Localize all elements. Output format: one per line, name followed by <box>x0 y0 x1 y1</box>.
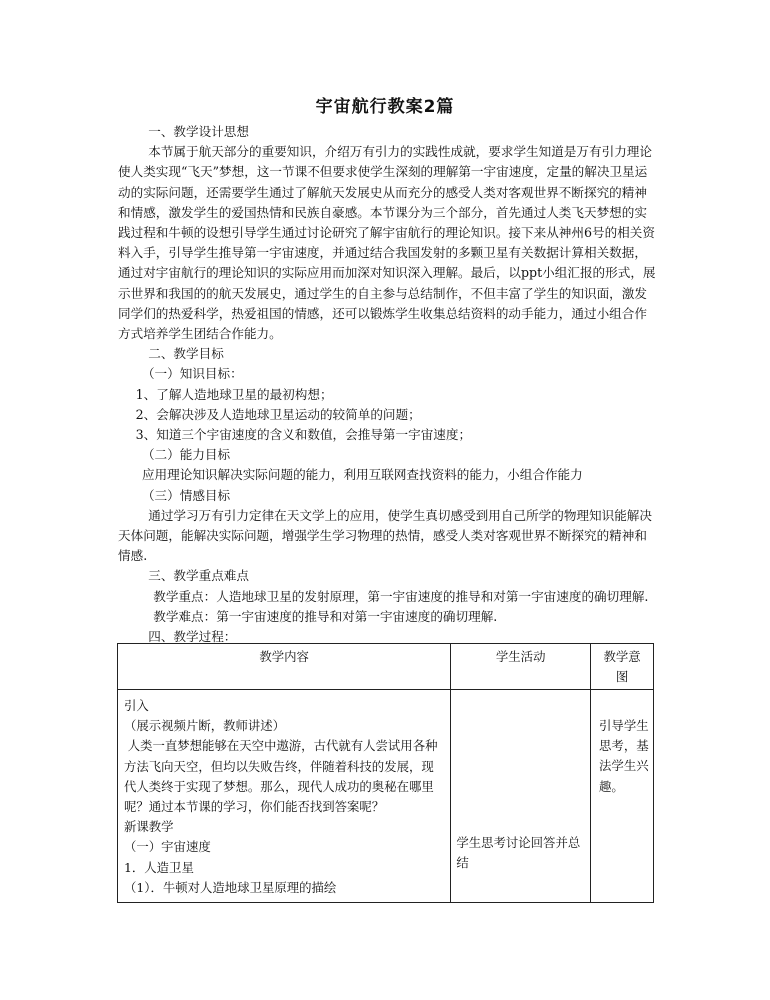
section-heading-4: 四、教学过程： <box>148 629 237 645</box>
section-heading-1: 一、教学设计思想 <box>148 124 249 139</box>
knowledge-goal-2: 2、会解决涉及人造地球卫星运动的较简单的问题； <box>135 406 421 422</box>
activity-cell <box>451 690 591 903</box>
content-line: （一）宇宙速度 <box>124 839 211 855</box>
ability-goal-heading: （二）能力目标 <box>141 447 231 463</box>
header-purpose: 教学意图 <box>591 644 654 690</box>
header-activity: 学生活动 <box>451 644 591 690</box>
knowledge-goal-3: 3、知道三个宇宙速度的含义和数值，会推导第一宇宙速度； <box>135 427 472 443</box>
knowledge-goal-heading: （一）知识目标： <box>141 366 243 382</box>
ability-goal-text: 应用理论知识解决实际问题的能力，利用互联网查找资料的能力，小组合作能力 <box>141 467 583 483</box>
content-cell <box>118 690 451 903</box>
table-header-row <box>118 644 654 690</box>
teaching-process-table <box>117 643 654 903</box>
section-heading-2: 二、教学目标 <box>148 346 224 362</box>
purpose-text: 引导学生思考，基法学生兴趣。 <box>599 718 649 794</box>
content-line: 1．人造卫星 <box>124 859 194 875</box>
document-body <box>118 122 658 647</box>
emotion-goal-text: 通过学习万有引力定律在天文学上的应用，使学生真切感受到用自己所学的物理知识能解决天体问题，能解决实际问题，增强学生学习物理的热情，感受人类对客观世界不断探究的精神和情感. <box>118 507 652 564</box>
content-line: 新课教学 <box>124 819 174 835</box>
content-line: 引入 <box>124 698 149 713</box>
content-line: （1）．牛顿对人造地球卫星原理的描绘 <box>124 879 337 895</box>
emotion-goal-heading: （三）情感目标 <box>141 487 231 503</box>
document-title: 宇宙航行教案2篇 <box>315 97 455 117</box>
design-paragraph: 本节属于航天部分的重要知识，介绍万有引力的实践性成就，要求学生知道是万有引力理论使人类实现“飞天”梦想，这一节课不但要求使学生深刻的理解第一宇宙速度，定量的解决卫星运动的实际问题，还需要学生通过了解航天发展史从而充分的感受人类对客观世界不断探究的精神和情感，激发学生的爱国热情和民族自豪感。本节课分为三个部分，首先通过人类飞天梦想的实践过程和牛顿的设想引导学生通过讨论研究了解宇宙航行的理论知识。接下来从神州6号的相关资料入手，引导学生推导第一宇宙速度，并通过结合我国发射的多颗卫星有关数据计算相关数据，通过对宇宙航行的理论知识的实际应用而加深对知识深入理解。最后，以ppt小组汇报的形式，展示世界和我国的的航天发展史，通过学生的自主参与总结制作，不但丰富了学生的知识面，激发同学们的热爱科学，热爱祖国的情感，还可以锻炼学生收集总结资料的动手能力，通过小组合作方式培养学生团结合作能力。 <box>118 144 656 342</box>
activity-text: 学生思考讨论回答并总结 <box>456 835 581 871</box>
key-point-text: 教学重点：人造地球卫星的发射原理，第一宇宙速度的推导和对第一宇宙速度的确切理解. <box>153 588 649 604</box>
difficulty-text: 教学难点：第一宇宙速度的推导和对第一宇宙速度的确切理解. <box>153 608 498 624</box>
section-heading-3: 三、教学重点难点 <box>148 568 249 584</box>
content-line: 人类一直梦想能够在天空中遨游，古代就有人尝试用各种方法飞向天空，但均以失败告终，伴随着科技的发展，现代人类终于实现了梦想。那么，现代人成功的奥秘在哪里呢？通过本节课的学习，你们能否找到答案呢？ <box>124 738 438 815</box>
content-line: （展示视频片断，教师讲述） <box>124 718 286 734</box>
table-row <box>118 690 654 903</box>
header-content: 教学内容 <box>118 644 451 690</box>
knowledge-goal-1: 1、了解人造地球卫星的最初构想； <box>135 386 333 402</box>
purpose-cell <box>591 690 654 903</box>
